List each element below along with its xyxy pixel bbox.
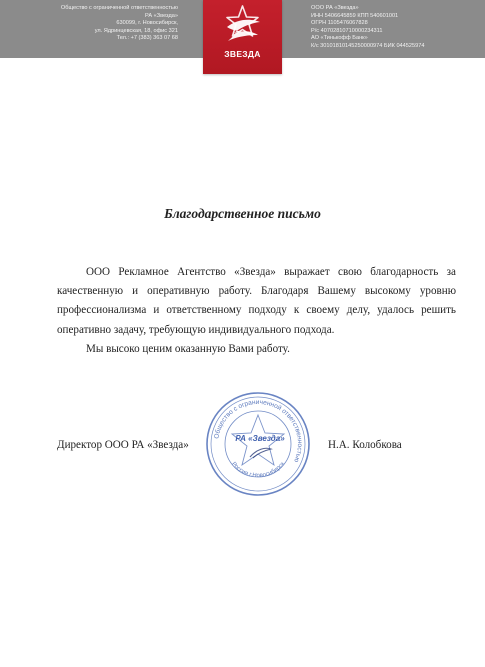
address-line: РА «Звезда» [145,12,178,19]
address-line: ул. Ядринцевская, 18, офис 321 [94,27,178,34]
company-address-block [10,5,178,43]
stamp-center-text: РА «Звезда» [235,434,285,443]
address-line: 630099, г. Новосибирск, [116,20,178,27]
requisites-line: К/с 30101810145250000974 БИК 044525974 [311,42,425,49]
phone-line: Тел.: +7 (383) 363 07 68 [116,35,178,42]
signatory-position: Директор ООО РА «Звезда» [57,439,189,451]
stamp-ring-text: Общество с ограниченной ответственностью [213,398,304,464]
company-requisites-block [311,5,481,51]
requisites-line: ООО РА «Звезда» [311,5,359,11]
letter-title: Благодарственное письмо [164,206,321,221]
signatory-name: Н.А. Колобкова [328,439,402,451]
letter-body [57,263,456,359]
letter-paragraph: Мы высоко ценим оказанную Вами работу. [86,342,290,355]
stamp-bottom-text: Россия г.Новосибирск [230,461,286,480]
requisites-line: ОГРН 1105476067828 [311,20,368,27]
svg-text:Россия г.Новосибирск [230,461,286,479]
signature-row [57,439,456,455]
requisites-line: Р/с 40702810710000234311 [311,27,383,34]
logo-wordmark: ЗВЕЗДА [224,49,261,59]
star-logo-icon [203,0,282,50]
requisites-line: АО «Тинькофф Банк» [311,35,368,42]
company-logo [203,0,282,74]
address-line: Общество с ограниченной ответственностью [60,5,178,11]
letter-paragraph: ООО Рекламное Агентство «Звезда» выражает свою благодарность за качественную и оперативную работу. Благодаря Вашему высокому уровню профессионализма и ответственному подходу к своему делу, удалось решить оперативно задачу, требующую индивидуального подхода. [57,266,456,336]
requisites-line: ИНН 5406645859 КПП 540601001 [311,12,399,19]
